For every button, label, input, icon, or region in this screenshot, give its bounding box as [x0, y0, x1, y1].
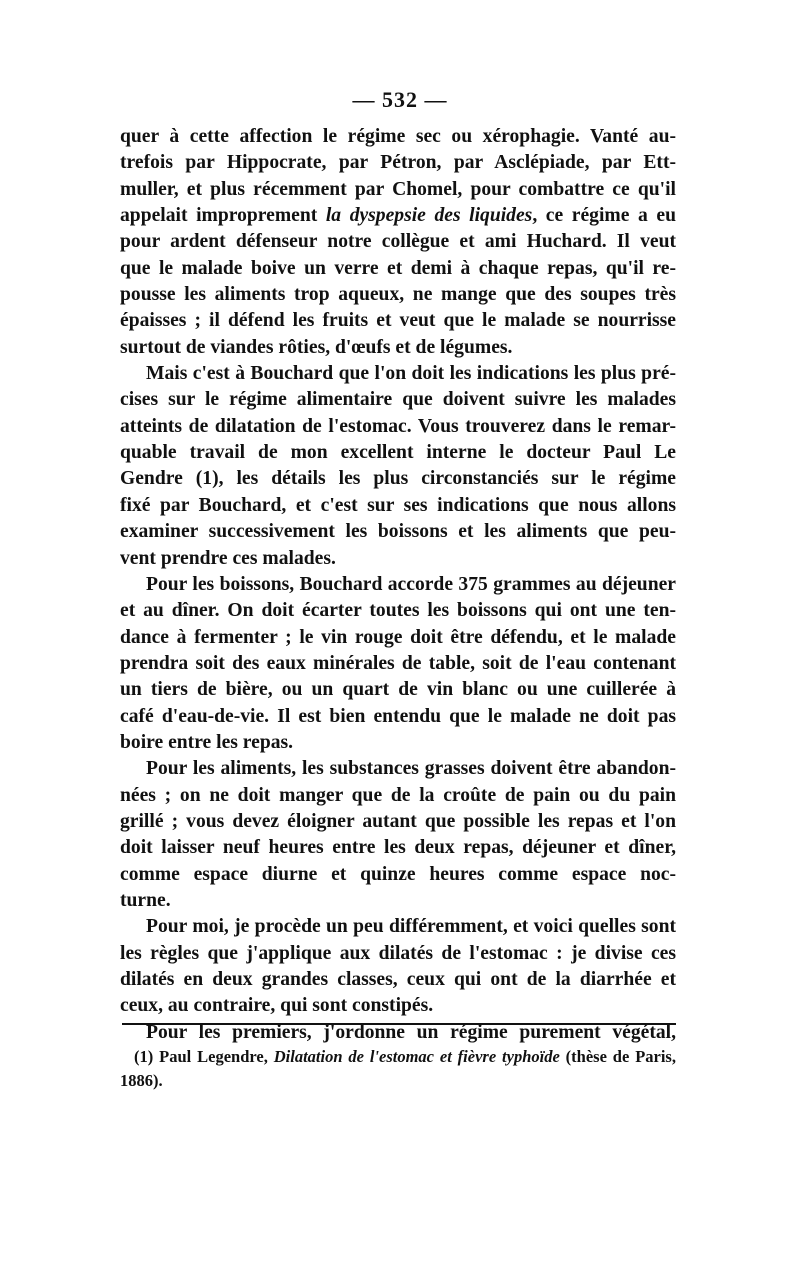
text-line: dance à fermenter ; le vin rouge doit être défendu, et le malade [120, 626, 676, 648]
footnote [120, 1045, 676, 1093]
paragraph-4-end [120, 888, 676, 914]
paragraph-3 [120, 572, 676, 730]
text-line: appelait improprement [120, 205, 326, 227]
footnote-rest: (thèse de Paris, 1886). [120, 1047, 676, 1090]
paragraph-1-end [120, 335, 676, 361]
text-line: Gendre (1), les détails les plus circonstanciés sur le régime [120, 468, 676, 490]
text-line: pousse les aliments trop aqueux, ne mange que des soupes très [120, 284, 676, 306]
italic-phrase: la dyspepsie des liquides [325, 205, 533, 227]
page-number: — 532 — [352, 87, 448, 112]
text-line: quer à cette affection le régime sec ou xérophagie. Vanté au- [120, 126, 676, 147]
text-line: examiner successivement les boissons et les aliments que peu- [120, 521, 676, 543]
text-line: vent prendre ces malades. [120, 547, 336, 569]
text-line: trefois par Hippocrate, par Pétron, par Asclépiade, par Ett- [120, 152, 676, 174]
text-line: , ce régime a eu [532, 205, 676, 227]
text-line: un tiers de bière, ou un quart de vin blanc ou une cuillerée à [120, 679, 676, 701]
body-text [120, 124, 676, 1046]
text-line: Pour les premiers, j'ordonne un régime purement végétal, [146, 1021, 676, 1043]
paragraph-3-end [120, 730, 676, 756]
text-line: turne. [120, 889, 171, 911]
text-line: muller, et plus récemment par Chomel, pour combattre ce qu'il [120, 178, 676, 200]
footnote-title: Dilatation de l'estomac et fièvre typhoïde [273, 1047, 560, 1066]
text-line: café d'eau-de-vie. Il est bien entendu que le malade ne doit pas [120, 705, 676, 727]
text-line: pour ardent défenseur notre collègue et ami Huchard. Il veut [120, 231, 676, 253]
text-line: ceux, au contraire, qui sont constipés. [120, 995, 434, 1017]
paragraph-2 [120, 361, 676, 545]
paragraph-5 [120, 914, 676, 993]
text-line: Pour les aliments, les substances grasses doivent être abandon- [146, 758, 676, 780]
text-line: épaisses ; il défend les fruits et veut que le malade se nourrisse [120, 310, 676, 332]
text-line: cises sur le régime alimentaire que doivent suivre les malades [120, 389, 676, 411]
text-line: grillé ; vous devez éloigner autant que possible les repas et l'on [120, 810, 676, 832]
text-line: surtout de viandes rôties, d'œufs et de légumes. [120, 336, 513, 358]
paragraph-1 [120, 124, 676, 335]
text-line: nées ; on ne doit manger que de la croûte de pain ou du pain [120, 784, 676, 806]
text-line: prendra soit des eaux minérales de table, soit de l'eau contenant [120, 652, 676, 674]
text-line: Pour moi, je procède un peu différemment, et voici quelles sont [146, 916, 676, 938]
paragraph-4 [120, 756, 676, 888]
text-line: atteints de dilatation de l'estomac. Vous trouverez dans le remar- [120, 415, 676, 437]
footnote-marker: (1) [134, 1047, 154, 1066]
text-line: quable travail de mon excellent interne le docteur Paul Le [120, 442, 676, 464]
text-line: que le malade boive un verre et demi à chaque repas, qu'il re- [120, 257, 676, 279]
footnote-divider [122, 1023, 676, 1025]
paragraph-2-end [120, 546, 676, 572]
text-line: fixé par Bouchard, et c'est sur ses indications que nous allons [120, 494, 676, 516]
text-line: Mais c'est à Bouchard que l'on doit les indications les plus pré- [146, 363, 676, 385]
text-line: les règles que j'applique aux dilatés de l'estomac : je divise ces [120, 942, 676, 964]
paragraph-5-end [120, 993, 676, 1019]
text-line: boire entre les repas. [120, 731, 294, 753]
text-line: et au dîner. On doit écarter toutes les boissons qui ont une ten- [120, 600, 676, 622]
text-line: dilatés en deux grandes classes, ceux qui ont de la diarrhée et [120, 969, 676, 990]
footnote-author: Paul Legendre, [153, 1047, 274, 1066]
text-line: Pour les boissons, Bouchard accorde 375 grammes au déjeuner [146, 573, 676, 595]
text-line: comme espace diurne et quinze heures comme espace noc- [120, 863, 676, 885]
text-line: doit laisser neuf heures entre les deux repas, déjeuner et dîner, [120, 837, 676, 859]
